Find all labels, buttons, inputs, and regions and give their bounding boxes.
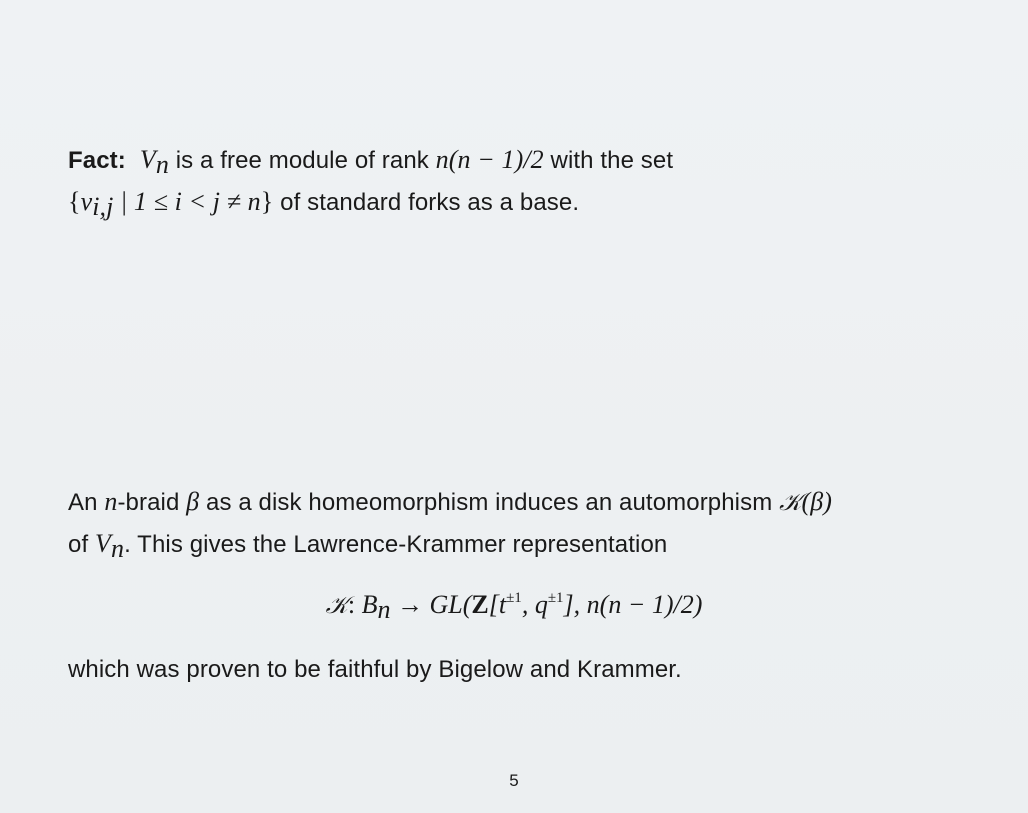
closing-paragraph: which was proven to be faithful by Bigelow and Krammer. <box>68 656 682 683</box>
formula-rest: ], n(n − 1)/2) <box>563 590 703 619</box>
fact-text-b: with the set <box>543 147 674 174</box>
fact-text-a: is a free module of rank <box>168 147 436 174</box>
formula-B: B <box>361 590 378 619</box>
formula-comma-q: , q <box>521 590 548 619</box>
page-number: 5 <box>509 771 519 790</box>
formula-symbol-K: 𝒦 <box>325 591 348 619</box>
braid-text-b: -braid <box>117 489 187 516</box>
K-argument: (β) <box>801 487 833 516</box>
fact-line-1 <box>68 139 673 181</box>
formula-colon: : <box>347 590 362 619</box>
set-open-brace: { <box>68 187 81 216</box>
subscript-n: n <box>155 150 169 179</box>
fact-label: Fact: <box>68 147 126 174</box>
fact-line-2-text: of standard forks as a base. <box>273 189 580 216</box>
braid-text-a: An <box>68 489 105 516</box>
symbol-V: V <box>94 529 111 558</box>
formula-sup-t: ±1 <box>506 590 522 606</box>
formula-GL: GL( <box>429 590 472 619</box>
symbol-v: v <box>80 187 93 216</box>
formula-Z: Z <box>471 590 489 619</box>
braid-line-2-text-b: . This gives the Lawrence-Krammer representation <box>124 531 668 558</box>
braid-line-1 <box>68 481 832 523</box>
symbol-V: V <box>139 145 156 174</box>
set-condition: | 1 ≤ i < j ≠ n <box>113 187 261 216</box>
symbol-n: n <box>104 487 118 516</box>
set-close-brace: } <box>260 187 274 216</box>
braid-paragraph <box>68 481 832 565</box>
braid-line-2-text-a: of <box>68 531 95 558</box>
braid-line-2 <box>68 523 832 565</box>
formula-arrow: → <box>390 590 430 619</box>
formula-subscript-n: n <box>377 595 391 624</box>
fact-paragraph <box>68 139 673 223</box>
fact-line-2 <box>68 181 673 223</box>
braid-text-c: as a disk homeomorphism induces an automorphism <box>199 489 780 516</box>
lawrence-krammer-formula <box>0 590 1028 624</box>
formula-bracket-t: [t <box>488 590 507 619</box>
symbol-K: 𝒦 <box>779 488 802 516</box>
subscript-n: n <box>110 534 125 563</box>
formula-sup-q: ±1 <box>547 590 564 606</box>
subscript-ij: i,j <box>92 192 114 221</box>
rank-formula: n(n − 1)/2 <box>435 145 544 174</box>
symbol-beta: β <box>186 487 200 516</box>
